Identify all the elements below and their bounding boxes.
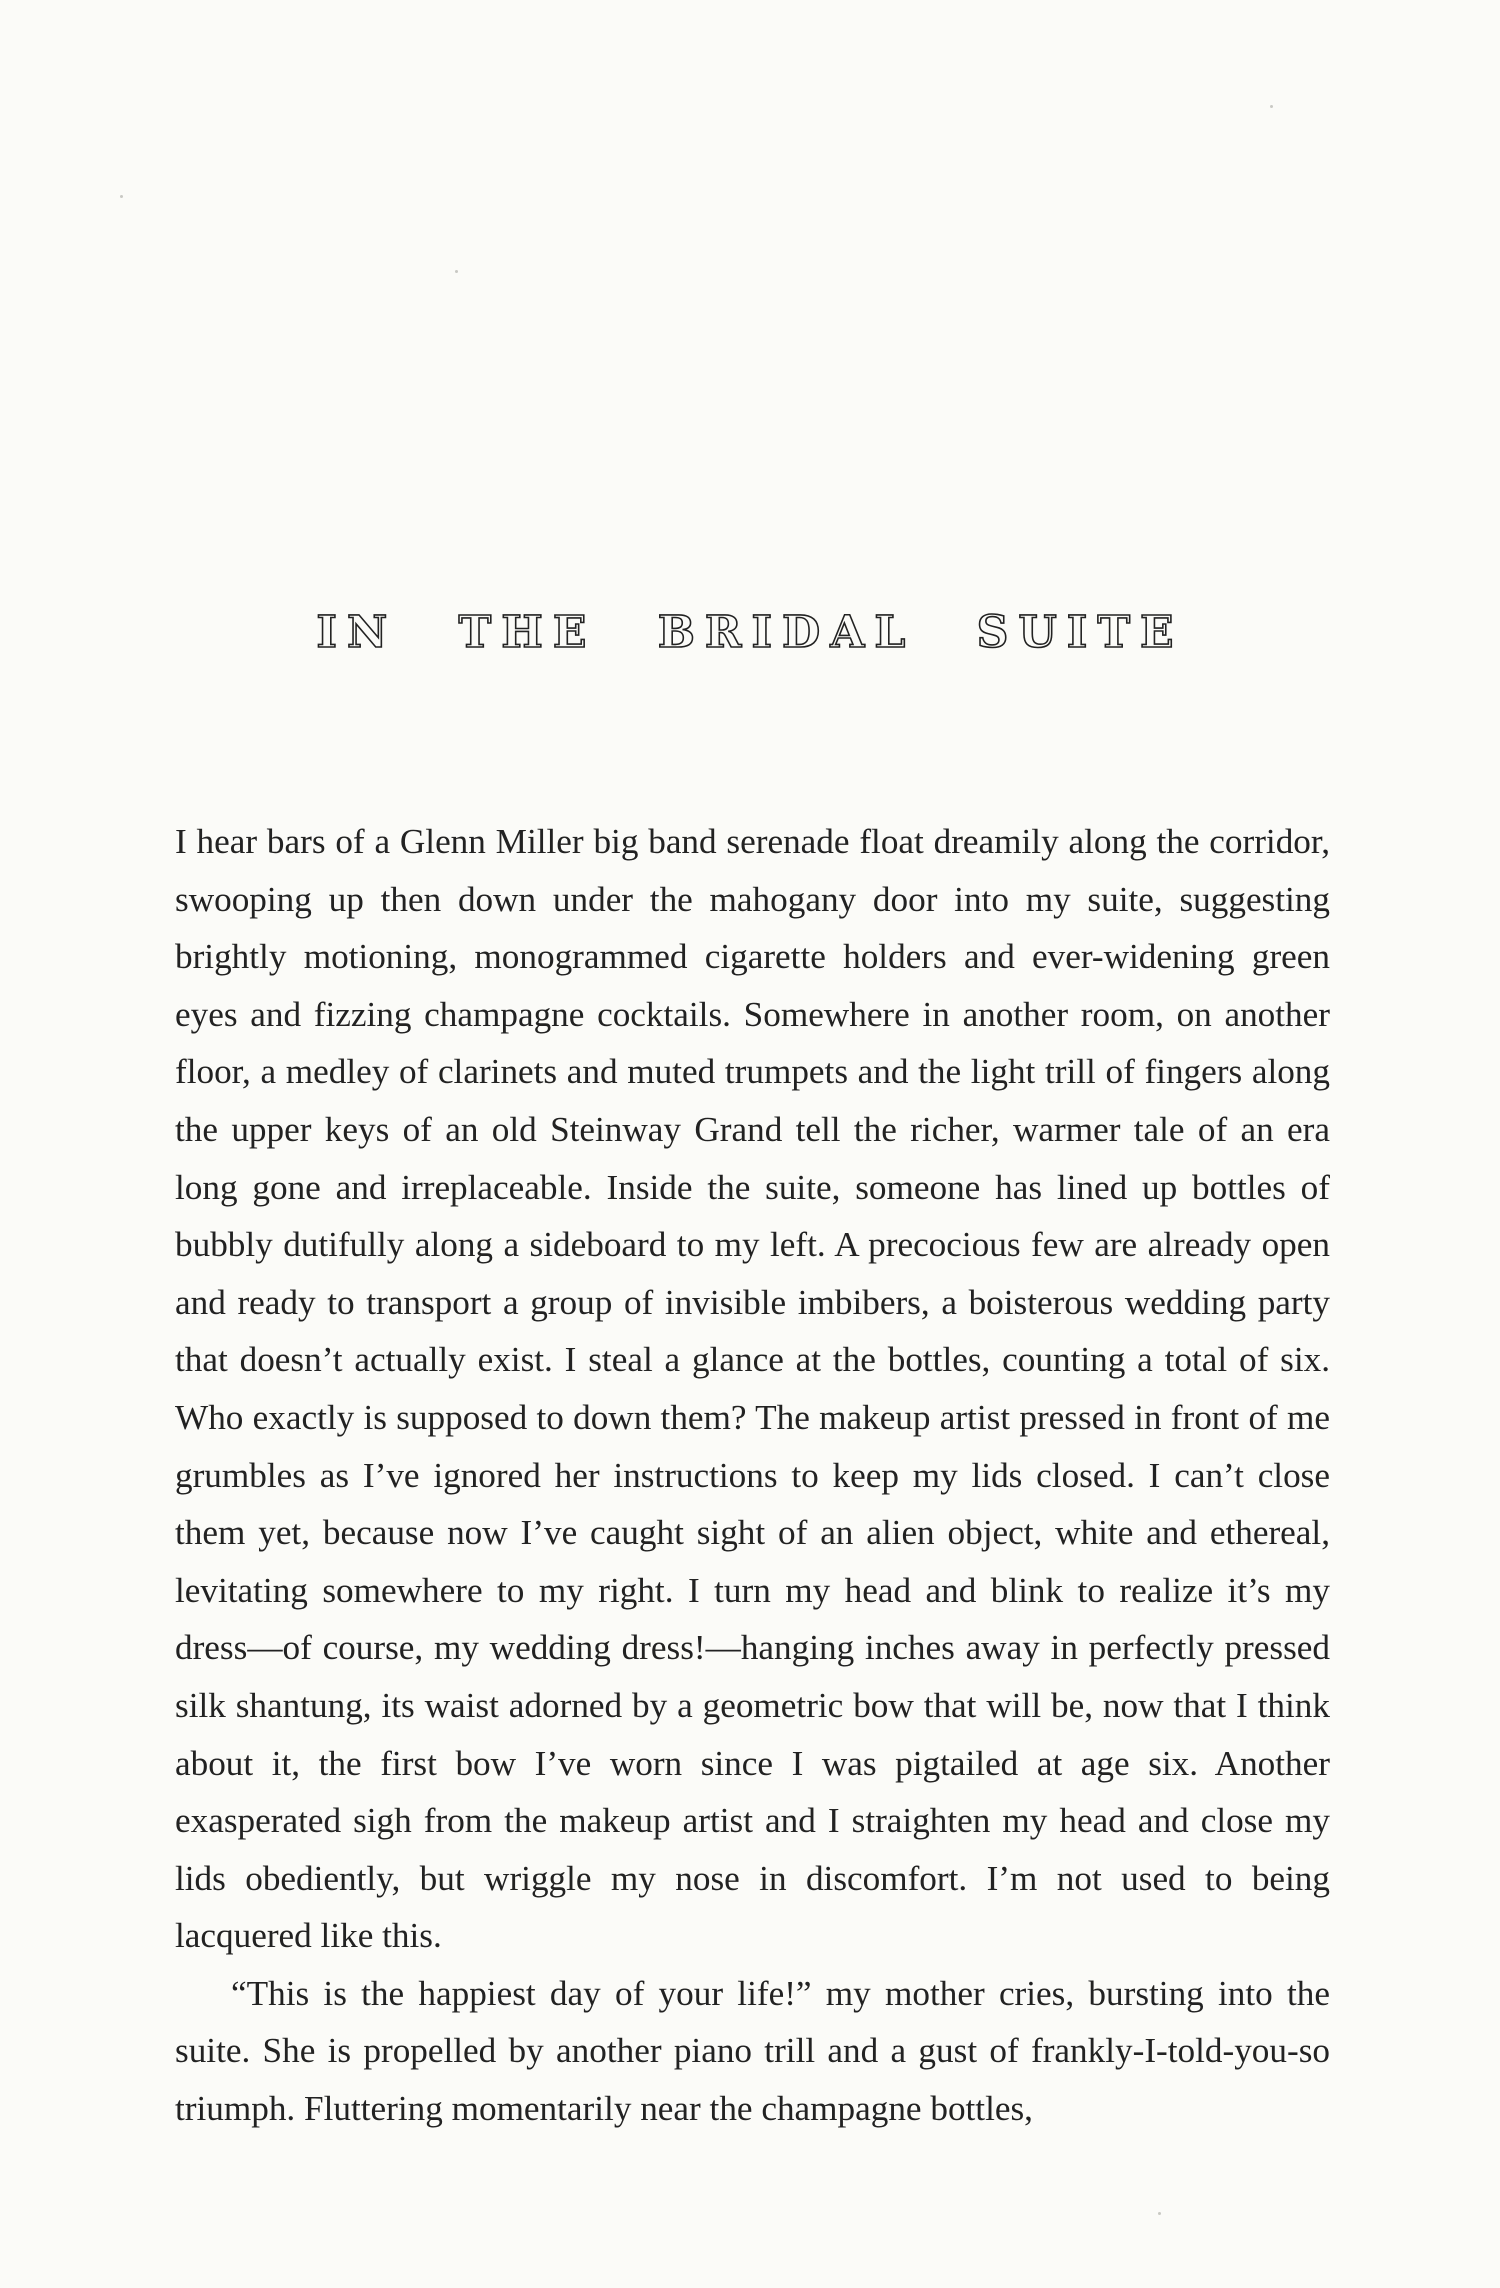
paper-speck <box>1270 105 1273 108</box>
paragraph-2: “This is the happiest day of your life!” my mother cries, bursting into the suite. She is propelled by another piano trill and a gust of frankly-I-told-you-so triumph. Fluttering momentarily near the champagne bottles, <box>175 1973 1330 2129</box>
chapter-title: IN THE BRIDAL SUITE <box>316 607 1184 659</box>
paper-speck <box>1158 2212 1161 2215</box>
chapter-body <box>175 813 1330 2138</box>
paper-speck <box>120 195 123 198</box>
paragraph-1: I hear bars of a Glenn Miller big band serenade float dreamily along the corridor, swooping up then down under the mahogany door into my suite, suggesting brightly motioning, monogrammed cigarette holders and ever-widening green eyes and fizzing champagne cocktails. Somewhere in another room, on another floor, a medley of clarinets and muted trumpets and the light trill of fingers along the upper keys of an old Steinway Grand tell the richer, warmer tale of an era long gone and irreplaceable. Inside the suite, someone has lined up bottles of bubbly dutifully along a sideboard to my left. A precocious few are already open and ready to transport a group of invisible imbibers, a boisterous wedding party that doesn’t actually exist. I steal a glance at the bottles, counting a total of six. Who exactly is supposed to down them? The makeup artist pressed in front of me grumbles as I’ve ignored her instructions to keep my lids closed. I can’t close them yet, because now I’ve caught sight of an alien object, white and ethereal, levitating somewhere to my right. I turn my head and blink to realize it’s my dress—of course, my wedding dress!—hanging inches away in perfectly pressed silk shantung, its waist adorned by a geometric bow that will be, now that I think about it, the first bow I’ve worn since I was pigtailed at age six. Another exasperated sigh from the makeup artist and I straighten my head and close my lids obediently, but wriggle my nose in discomfort. I’m not used to being lacquered like this. <box>175 822 1330 1956</box>
paper-speck <box>455 270 458 273</box>
